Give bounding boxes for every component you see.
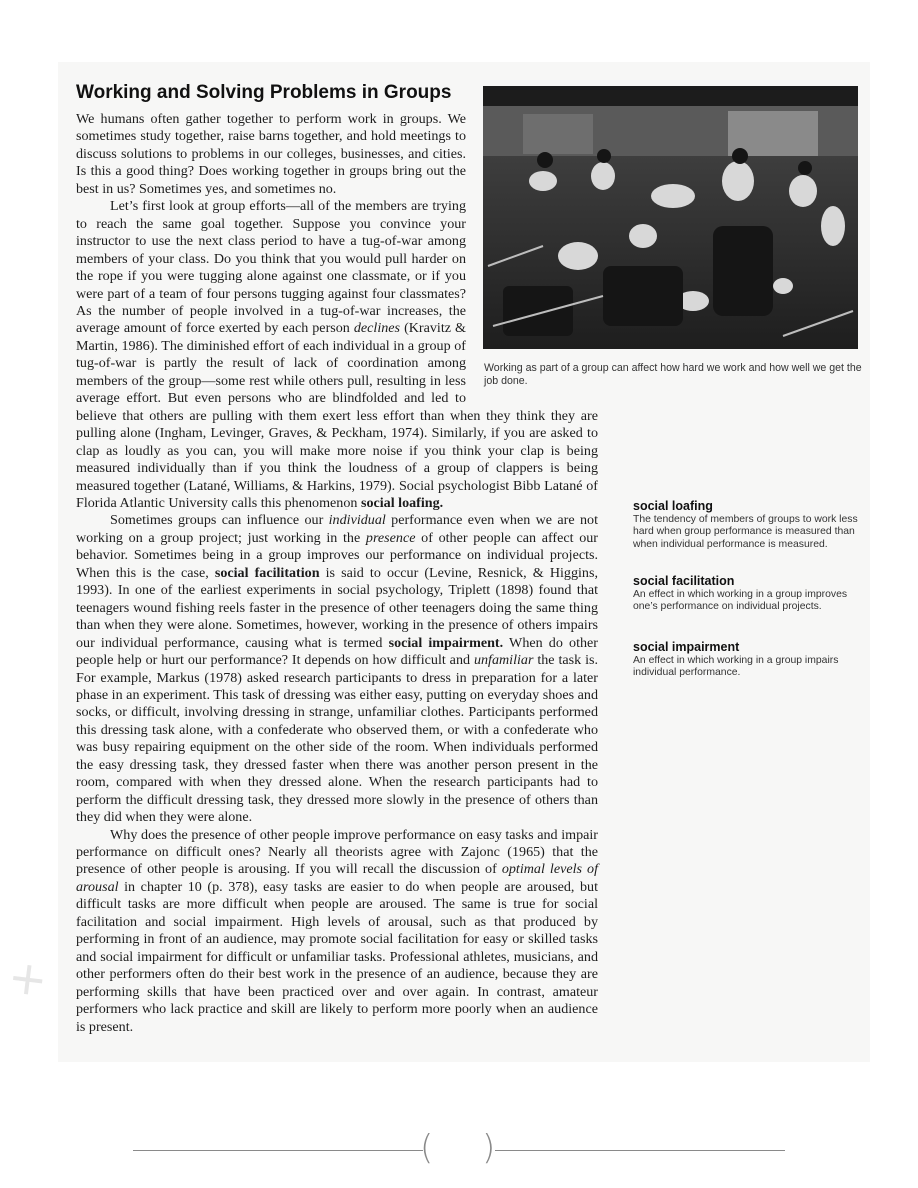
emphasis-text: individual xyxy=(328,512,386,529)
footer-left-bracket: ( xyxy=(420,1128,434,1168)
body-paragraph xyxy=(76,827,598,1036)
footer-rule-left xyxy=(133,1150,423,1151)
paragraph-text: When do other people help or hurt our performance? It depends on how difficult and xyxy=(76,634,598,669)
key-term: social impairment. xyxy=(388,634,504,651)
edge-tab-mark: ✕ xyxy=(1,952,57,1010)
glossary-term: social impairment xyxy=(633,640,740,654)
glossary-term: social loafing xyxy=(633,499,713,513)
glossary-term: social facilitation xyxy=(633,574,735,588)
paragraph-text: (Kravitz & Martin, 1986). The diminished effort of each individual in a group of tug-of-war is partly the result of lack of coordination among members of the group—some rest while others pull, resulting in less average effort. But even persons who are blindfolded and led to believe that others are pulling with them exert less effort than when they think they are pulling alone (Ingham, Levinger, Graves, & Peckham, 1974). Similarly, if you are asked to clap as loudly as you can, you will make more noise if you think your clap is being measured individually than if you think the loudness of a group of clappers is being measured together (Latané, Williams, & Harkins, 1979). Social psychologist Bibb Latané of Florida Atlantic University calls this phenomenon xyxy=(76,320,598,511)
body-paragraph xyxy=(76,512,598,826)
footer-right-bracket: ) xyxy=(482,1128,496,1168)
key-term: social facilitation xyxy=(214,564,320,581)
paragraph-text: in chapter 10 (p. 378), easy tasks are easier to do when people are aroused, but difficult tasks are more difficult when people are aroused. The same is true for social facilitation and social impairment. High levels of arousal, such as that produced by performing in front of an audience, may promote social facilitation for easy or skilled tasks and social impairment for difficult or unfamiliar tasks. Professional athletes, musicians, and other performers often do their best work in the presence of an audience, because they are performing skills that have been practiced over and over again. In contrast, amateur performers who lack practice and skill are likely to perform more poorly when an audience is present. xyxy=(76,878,598,1035)
emphasis-text: unfamiliar xyxy=(473,652,534,669)
glossary-definition: An effect in which working in a group improves one’s performance on individual projects. xyxy=(633,589,848,613)
emphasis-text: presence xyxy=(365,529,416,546)
paragraph-text: is said to occur (Levine, Resnick, & Higgins, 1993). In one of the earliest experiments in social psychology, Triplett (1898) found that teenagers wound fishing reels faster in the presence of other teenagers doing the same thing than when they were alone. Sometimes, however, working in the presence of others impairs our individual performance, causing what is termed xyxy=(76,564,598,651)
glossary-definition: The tendency of members of groups to work less hard when group performance is measured than when individual performance is measured. xyxy=(633,514,858,550)
glossary-entry xyxy=(633,574,873,614)
paragraph-text: the task is. For example, Markus (1978) asked research participants to dress in preparation for a later phase in an experiment. This task of dressing was either easy, putting on everyday shoes and socks, or difficult, involving dressing in strange, unfamiliar clothes. Participants performed this dressing task alone, with a confederate who observed them, or with a confederate who was busy repairing equipment on the other side of the room. When individuals performed the easy dressing task, they dressed faster when there was another person present in the room, compared with when they dressed alone. When the research participants had to perform the difficult dressing task, they dressed more slowly in the presence of others than they did when they were alone. xyxy=(76,652,598,826)
footer-rule-right xyxy=(495,1150,785,1151)
main-body-text xyxy=(76,111,598,1036)
photo-wrap-space xyxy=(466,111,598,407)
key-term: social loafing. xyxy=(360,494,444,511)
paragraph-text: Sometimes groups can influence our xyxy=(110,512,329,529)
paragraph-text: Why does the presence of other people improve performance on easy tasks and impair performance on difficult ones? Nearly all theorists agree with Zajonc (1965) that the presence of other people is arousing. If you will recall the discussion of xyxy=(76,826,598,878)
emphasis-text: declines xyxy=(353,320,401,337)
paragraph-text: We humans often gather together to perform work in groups. We sometimes study together, raise barns together, and hold meetings to discuss solutions to problems in our colleges, businesses, and cities. Is this a good thing? Does working together in groups bring out the best in us? Sometimes yes, and sometimes no. xyxy=(76,111,466,197)
paragraph-text: Let’s first look at group efforts—all of the members are trying to reach the same goal together. Suppose you convince your instructor to use the next class period to have a tug-of-war among members of your class. Do you think that you would pull harder on the rope if you were tugging alone against one classmate, or if you were part of a team of four persons tugging against four classmates? As the number of people involved in a tug-of-war increases, the average amount of force exerted by each person xyxy=(76,198,466,337)
paragraph-text: performance even when we are not working on a group project; just working in the xyxy=(76,512,599,546)
paragraph-text: of other people can affect our behavior. Sometimes being in a group improves our performance on individual projects. When this is the case, xyxy=(76,529,598,581)
glossary-entry xyxy=(633,640,873,680)
glossary-entry xyxy=(633,499,873,551)
section-heading: Working and Solving Problems in Groups xyxy=(76,82,452,103)
glossary-definition: An effect in which working in a group impairs individual performance. xyxy=(633,655,839,679)
photo-caption: Working as part of a group can affect how hard we work and how well we get the job done. xyxy=(484,362,862,387)
emphasis-text: optimal levels of arousal xyxy=(76,861,598,895)
